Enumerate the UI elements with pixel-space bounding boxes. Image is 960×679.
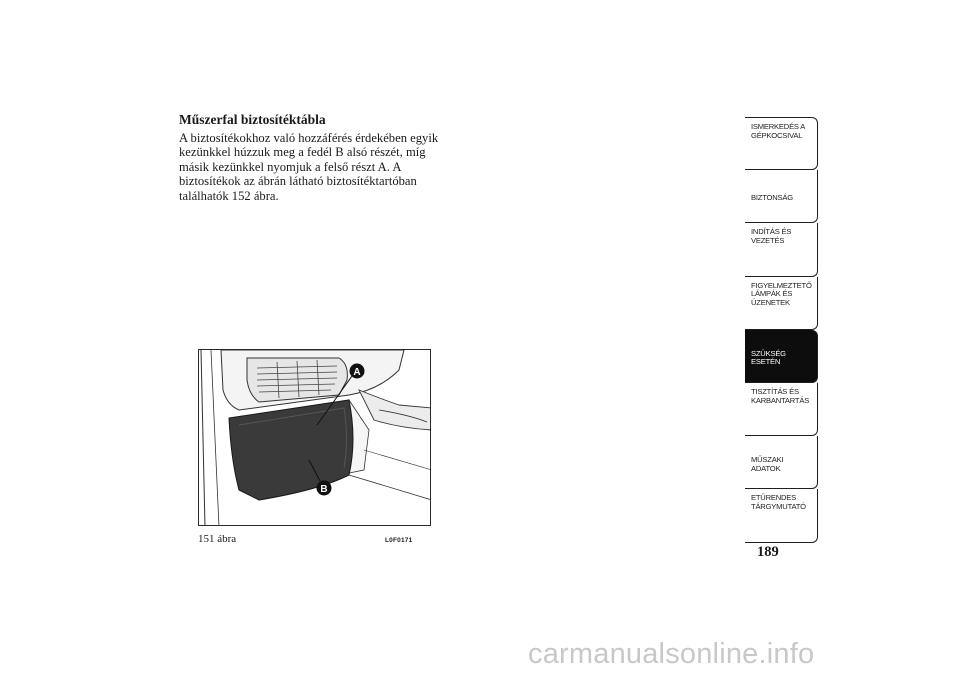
tab-label: INDÍTÁS ÉS VEZETÉS	[751, 227, 792, 245]
tab-label: ETŰRENDES TÁRGYMUTATÓ	[751, 493, 806, 511]
callout-a-label: A	[353, 367, 361, 378]
fuse-box-illustration	[198, 349, 431, 526]
dashboard-drawing	[199, 350, 431, 526]
tab-warning-lights[interactable]	[745, 277, 818, 330]
tab-label: TISZTÍTÁS ÉS KARBANTARTÁS	[751, 386, 810, 405]
section-heading: Műszerfal biztosítéktábla	[179, 112, 326, 127]
tab-cleaning-maintenance[interactable]	[745, 383, 818, 436]
tab-label: FIGYELMEZTETŐ LÁMPÁK ÉS ÜZENETEK	[751, 280, 812, 307]
body-line: biztosítékok az ábrán látható biztosítéktartóban	[179, 174, 417, 189]
body-line: kezünkkel húzzuk meg a fedél B alsó részét, míg	[179, 145, 426, 160]
body-paragraph	[179, 131, 454, 203]
body-line: másik kezünkkel nyomjuk a felső részt A. A	[179, 159, 402, 174]
tab-label: ISMERKEDÉS A GÉPKOCSIVAL	[751, 122, 806, 140]
tab-technical-data[interactable]	[745, 436, 818, 489]
tab-index[interactable]	[745, 489, 818, 542]
figure-code: L0F0171	[385, 537, 413, 544]
body-line: A biztosítékokhoz való hozzáférés érdekében egyik	[179, 131, 439, 145]
watermark: carmanualsonline.info	[528, 638, 815, 670]
tab-label: MŰSZAKI ADATOK	[751, 455, 784, 473]
tab-label: SZÜKSÉG ESETÉN	[751, 348, 786, 367]
tab-starting-driving[interactable]	[745, 223, 818, 276]
page-number: 189	[757, 544, 779, 560]
tab-label: BIZTONSÁG	[751, 193, 793, 203]
tab-safety[interactable]	[745, 170, 818, 223]
callout-b-label: B	[320, 484, 328, 495]
chapter-tabs	[745, 117, 818, 543]
body-line: találhatók 152 ábra.	[179, 188, 279, 203]
tab-getting-to-know-car[interactable]	[745, 117, 818, 170]
figure-caption: 151 ábra	[198, 533, 237, 545]
tab-in-emergency[interactable]	[745, 330, 818, 383]
